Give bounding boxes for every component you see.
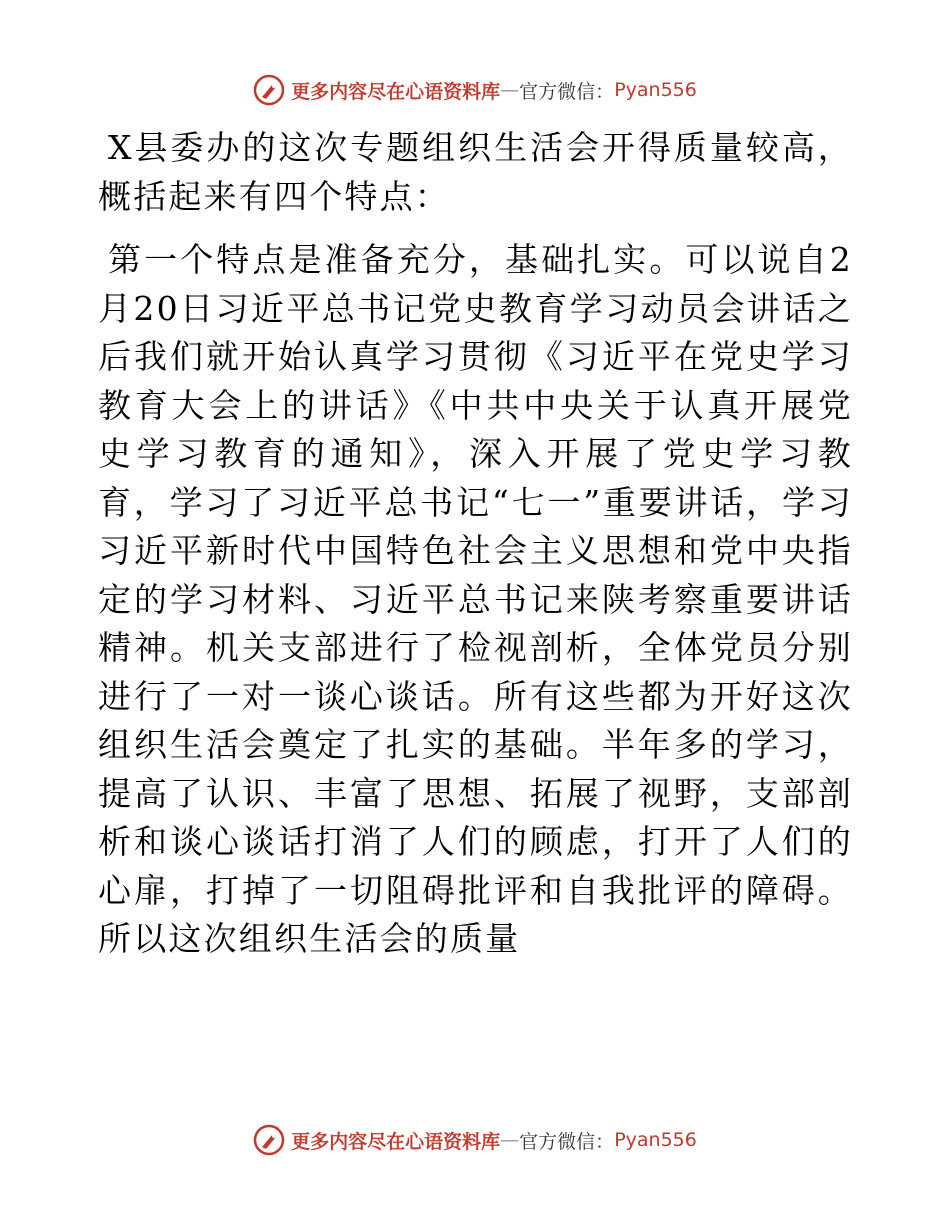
watermark-separator: — <box>500 79 520 101</box>
watermark-brand: 更多内容尽在心语资料库 <box>291 80 501 103</box>
footer-watermark <box>0 1120 950 1160</box>
watermark-account: Pyan556 <box>614 79 697 101</box>
paragraph-first-feature: 第一个特点是准备充分，基础扎实。可以说自2月20日习近平总书记党史教育学习动员会讲话之后我们就开始认真学习贯彻《习近平在党史学习教育大会上的讲话》《中共中央关于认真开展党史学习教育的通知》，深入开展了党史学习教育，学习了习近平总书记“七一”重要讲话，学习习近平新时代中国特色社会主义思想和党中央指定的学习材料、习近平总书记来陕考察重要讲话精神。机关支部进行了检视剖析，全体党员分别进行了一对一谈心谈话。所有这些都为开好这次组织生活会奠定了扎实的基础。半年多的学习，提高了认识、丰富了思想、拓展了视野，支部剖析和谈心谈话打消了人们的顾虑，打开了人们的心扉，打掉了一切阻碍批评和自我批评的障碍。所以这次组织生活会的质量 <box>98 240 853 958</box>
watermark-separator: — <box>500 1129 520 1151</box>
paragraph-intro: X县委办的这次专题组织生活会开得质量较高，概括起来有四个特点： <box>98 128 853 216</box>
pen-nib-logo-icon <box>253 1124 285 1156</box>
header-watermark <box>0 70 950 110</box>
watermark-official-label: 官方微信： <box>519 1130 615 1153</box>
watermark-official-label: 官方微信： <box>519 80 615 103</box>
pen-nib-logo-icon <box>253 74 285 106</box>
watermark-account: Pyan556 <box>614 1129 697 1151</box>
watermark-brand: 更多内容尽在心语资料库 <box>291 1130 501 1153</box>
document-body <box>98 124 853 964</box>
